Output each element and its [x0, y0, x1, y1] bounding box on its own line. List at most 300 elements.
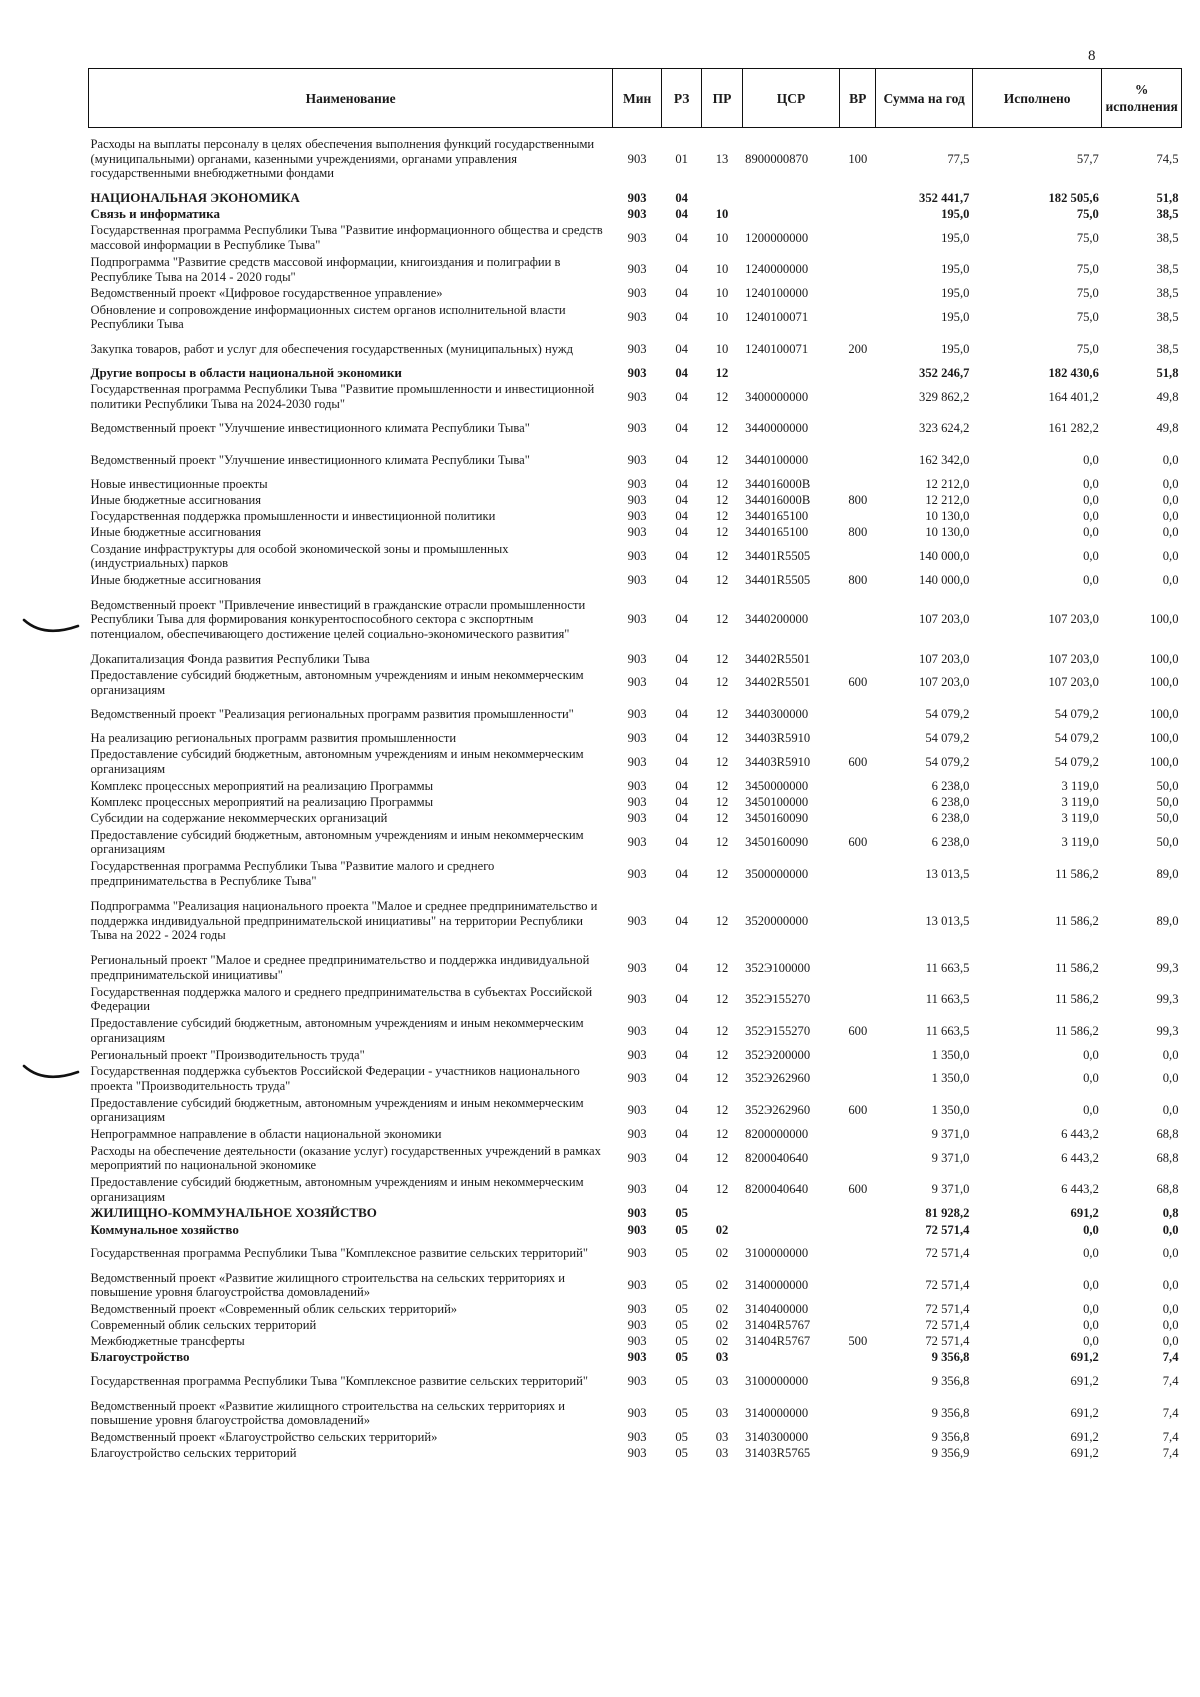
cell-done: 164 401,2 — [1048, 389, 1099, 404]
cell-pr: 12 — [715, 730, 729, 745]
cell-pct: 7,4 — [1162, 1350, 1179, 1365]
cell-min: 903 — [627, 1429, 647, 1444]
cell-vr — [840, 699, 876, 731]
cell-csr: 3140400000 — [745, 1301, 809, 1316]
table-row — [89, 730, 1182, 746]
cell-min: 903 — [627, 730, 647, 745]
cell-pr: 12 — [715, 492, 729, 507]
cell-done: 75,0 — [1076, 230, 1099, 245]
cell-pct: 0,0 — [1162, 572, 1179, 587]
cell-pr: 12 — [715, 1182, 729, 1197]
table-row — [89, 1063, 1182, 1095]
cell-pr: 02 — [715, 1246, 729, 1261]
cell-min: 903 — [627, 834, 647, 849]
cell-pr: 12 — [715, 549, 729, 564]
cell-vr: 600 — [848, 1023, 868, 1038]
cell-csr: 8200040640 — [745, 1182, 809, 1197]
cell-sum: 6 238,0 — [931, 811, 970, 826]
cell-min: 903 — [627, 1405, 647, 1420]
cell-done: 54 079,2 — [1054, 754, 1099, 769]
table-row — [89, 206, 1182, 222]
table-row — [89, 1126, 1182, 1142]
cell-vr: 600 — [848, 1103, 868, 1118]
cell-rz: 04 — [675, 1150, 688, 1165]
cell-rz: 04 — [675, 1182, 688, 1197]
table-row — [89, 254, 1182, 286]
header-sum: Сумма на год — [876, 69, 973, 128]
cell-pr: 12 — [715, 421, 729, 436]
table-row — [89, 1333, 1182, 1349]
cell-sum: 11 663,5 — [925, 992, 970, 1007]
cell-csr: 31404R5767 — [745, 1334, 811, 1349]
cell-pct: 89,0 — [1156, 866, 1179, 881]
cell-sum: 9 356,8 — [931, 1350, 970, 1365]
cell-min: 903 — [627, 1047, 647, 1062]
cell-done: 0,0 — [1083, 549, 1099, 564]
cell-csr: 3450160090 — [745, 834, 809, 849]
cell-vr — [840, 1222, 876, 1238]
cell-vr — [840, 222, 876, 254]
header-pct: % исполнения — [1102, 69, 1182, 128]
table-row — [89, 1095, 1182, 1127]
cell-done: 0,0 — [1083, 1334, 1099, 1349]
header-rz: РЗ — [662, 69, 702, 128]
cell-rz: 05 — [675, 1222, 688, 1237]
cell-pr: 12 — [715, 1023, 729, 1038]
cell-sum: 352 441,7 — [919, 190, 970, 205]
cell-rz: 05 — [675, 1405, 688, 1420]
cell-name: Государственная программа Республики Тыва "Развитие информационного общества и средств массовой информации в Республике Тыва" — [90, 223, 603, 253]
cell-pct: 7,4 — [1162, 1446, 1179, 1461]
cell-rz: 05 — [675, 1446, 688, 1461]
cell-vr — [840, 794, 876, 810]
cell-pr: 12 — [715, 992, 729, 1007]
cell-pr: 02 — [715, 1334, 729, 1349]
cell-pr: 12 — [715, 525, 729, 540]
cell-min: 903 — [627, 476, 647, 491]
cell-done: 691,2 — [1070, 1429, 1099, 1444]
cell-vr — [840, 810, 876, 826]
table-row — [89, 492, 1182, 508]
cell-csr: 8200000000 — [745, 1126, 809, 1141]
cell-pct: 0,0 — [1162, 1246, 1179, 1261]
cell-name: Ведомственный проект "Реализация региональных программ развития промышленности" — [90, 707, 574, 721]
cell-min: 903 — [627, 1278, 647, 1293]
cell-vr — [840, 1063, 876, 1095]
cell-pct: 0,0 — [1162, 1103, 1179, 1118]
cell-vr — [840, 285, 876, 301]
cell-rz: 04 — [675, 206, 688, 221]
cell-pr: 12 — [715, 866, 729, 881]
cell-rz: 05 — [675, 1429, 688, 1444]
cell-pct: 0,0 — [1162, 1318, 1179, 1333]
table-row — [89, 667, 1182, 699]
cell-csr — [742, 1350, 840, 1366]
cell-min: 903 — [627, 1301, 647, 1316]
table-row — [89, 381, 1182, 413]
table-row — [89, 1350, 1182, 1366]
cell-csr: 3440000000 — [745, 421, 809, 436]
cell-name: Закупка товаров, работ и услуг для обеспечения государственных (муниципальных) нужд — [90, 341, 573, 356]
cell-sum: 9 371,0 — [931, 1150, 970, 1165]
cell-min: 903 — [627, 992, 647, 1007]
cell-vr — [840, 730, 876, 746]
cell-pr: 10 — [715, 310, 729, 325]
cell-min: 903 — [627, 811, 647, 826]
cell-pct: 100,0 — [1150, 707, 1179, 721]
page-number: 8 — [1088, 48, 1096, 64]
cell-name: Комплекс процессных мероприятий на реализацию Программы — [90, 778, 434, 793]
cell-done: 75,0 — [1076, 206, 1099, 221]
cell-done: 691,2 — [1070, 1374, 1099, 1389]
cell-done: 3 119,0 — [1061, 794, 1099, 809]
cell-name: Подпрограмма "Развитие средств массовой информации, книгоиздания и полиграфии в Республике Тыва на 2014 - 2020 годы" — [90, 255, 561, 284]
cell-pct: 68,8 — [1156, 1182, 1179, 1197]
cell-pct: 100,0 — [1150, 675, 1179, 690]
cell-csr: 3450000000 — [745, 778, 809, 793]
cell-rz: 04 — [675, 866, 688, 881]
cell-done: 3 119,0 — [1061, 778, 1099, 793]
cell-vr — [840, 1301, 876, 1317]
table-row — [89, 413, 1182, 445]
cell-pct: 0,8 — [1162, 1206, 1179, 1221]
cell-vr — [840, 1126, 876, 1142]
cell-sum: 72 571,4 — [925, 1301, 970, 1316]
cell-done: 0,0 — [1083, 452, 1099, 467]
cell-name: Региональный проект "Производительность труда" — [90, 1047, 365, 1062]
cell-name: Предоставление субсидий бюджетным, автономным учреждениям и иным некоммерческим организациям — [90, 747, 584, 777]
cell-csr: 3100000000 — [745, 1246, 809, 1261]
cell-sum: 195,0 — [941, 286, 970, 301]
cell-min: 903 — [627, 1071, 647, 1086]
cell-vr — [840, 413, 876, 445]
cell-csr — [742, 1206, 840, 1222]
cell-pct: 89,0 — [1156, 913, 1179, 928]
cell-min: 903 — [627, 794, 647, 809]
cell-min: 903 — [627, 262, 647, 277]
cell-name: Современный облик сельских территорий — [90, 1318, 317, 1333]
handwritten-tick-mark — [22, 1058, 82, 1088]
cell-csr: 1200000000 — [745, 230, 809, 245]
cell-csr — [742, 206, 840, 222]
table-row — [89, 1429, 1182, 1445]
cell-name: Ведомственный проект «Современный облик сельских территорий» — [90, 1301, 458, 1316]
cell-sum: 12 212,0 — [925, 476, 970, 491]
cell-rz: 04 — [675, 286, 688, 301]
cell-sum: 195,0 — [941, 206, 970, 221]
cell-sum: 195,0 — [941, 310, 970, 325]
cell-csr: 352Э200000 — [745, 1047, 811, 1062]
cell-sum: 6 238,0 — [931, 778, 970, 793]
cell-pct: 7,4 — [1162, 1429, 1179, 1444]
cell-csr: 344016000В — [745, 476, 811, 491]
table-row — [89, 444, 1182, 476]
cell-min: 903 — [627, 612, 647, 627]
cell-pr: 12 — [715, 1150, 729, 1165]
cell-done: 75,0 — [1076, 262, 1099, 277]
cell-min: 903 — [627, 572, 647, 587]
table-row — [89, 1270, 1182, 1302]
cell-pct: 50,0 — [1156, 778, 1179, 793]
cell-name: Предоставление субсидий бюджетным, автономным учреждениям и иным некоммерческим организациям — [90, 1016, 584, 1045]
cell-name: Докапитализация Фонда развития Республики Тыва — [90, 651, 370, 666]
cell-pct: 99,3 — [1156, 1023, 1179, 1038]
cell-sum: 107 203,0 — [919, 675, 970, 690]
cell-vr — [840, 1206, 876, 1222]
cell-min: 903 — [627, 1150, 647, 1165]
cell-pr: 12 — [715, 707, 729, 721]
cell-min: 903 — [627, 754, 647, 769]
cell-pct: 49,8 — [1156, 421, 1179, 436]
table-row — [89, 984, 1182, 1016]
cell-pct: 100,0 — [1150, 612, 1179, 627]
cell-name: Предоставление субсидий бюджетным, автономным учреждениям и иным некоммерческим организациям — [90, 668, 584, 697]
cell-csr — [742, 1222, 840, 1238]
table-row — [89, 190, 1182, 206]
cell-min: 903 — [627, 1334, 647, 1349]
cell-csr: 34401R5505 — [745, 572, 811, 587]
cell-vr — [840, 508, 876, 524]
cell-sum: 13 013,5 — [925, 866, 970, 881]
cell-vr: 600 — [848, 834, 868, 849]
cell-pr: 10 — [715, 286, 729, 301]
cell-sum: 107 203,0 — [919, 612, 970, 627]
cell-name: Иные бюджетные ассигнования — [90, 572, 262, 587]
cell-min: 903 — [627, 1126, 647, 1141]
cell-rz: 04 — [675, 730, 688, 745]
cell-rz: 04 — [675, 525, 688, 540]
cell-vr: 600 — [848, 1182, 868, 1197]
table-row — [89, 1397, 1182, 1429]
cell-min: 903 — [627, 286, 647, 301]
cell-pct: 0,0 — [1162, 525, 1179, 540]
cell-done: 107 203,0 — [1048, 612, 1099, 627]
cell-csr: 352Э155270 — [745, 1023, 811, 1038]
cell-pct: 0,0 — [1162, 1278, 1179, 1293]
cell-csr: 352Э262960 — [745, 1103, 811, 1118]
table-row — [89, 1206, 1182, 1222]
cell-pr: 03 — [715, 1374, 729, 1389]
cell-vr: 600 — [848, 675, 868, 690]
cell-rz: 04 — [675, 1023, 688, 1038]
cell-min: 903 — [627, 549, 647, 564]
cell-rz: 04 — [675, 452, 688, 467]
cell-name: ЖИЛИЩНО-КОММУНАЛЬНОЕ ХОЗЯЙСТВО — [90, 1205, 377, 1221]
cell-vr — [840, 778, 876, 794]
cell-name: Государственная поддержка малого и среднего предпринимательства в субъектах Российской Федерации — [90, 984, 593, 1014]
cell-min: 903 — [627, 341, 647, 356]
cell-sum: 107 203,0 — [919, 651, 970, 666]
cell-name: Государственная поддержка субъектов Российской Федерации - участников национального проекта "Производительность труда" — [90, 1064, 580, 1093]
cell-min: 903 — [627, 1222, 647, 1237]
cell-pct: 38,5 — [1156, 310, 1179, 325]
cell-rz: 04 — [675, 549, 688, 564]
cell-vr — [840, 381, 876, 413]
cell-done: 107 203,0 — [1048, 651, 1099, 666]
cell-rz: 04 — [675, 778, 688, 793]
cell-done: 0,0 — [1083, 1301, 1099, 1316]
cell-vr: 600 — [848, 754, 868, 769]
cell-vr — [840, 651, 876, 667]
cell-csr: 352Э262960 — [745, 1071, 811, 1086]
cell-name: Расходы на обеспечение деятельности (оказание услуг) государственных учреждений в рамках мероприятий по национальной экономике — [90, 1143, 601, 1173]
cell-rz: 05 — [675, 1318, 688, 1333]
cell-sum: 81 928,2 — [925, 1206, 970, 1221]
cell-done: 0,0 — [1083, 1278, 1099, 1293]
cell-pr: 02 — [715, 1278, 729, 1293]
cell-rz: 05 — [675, 1278, 688, 1293]
cell-pct: 50,0 — [1156, 834, 1179, 849]
table-row — [89, 476, 1182, 492]
cell-pr: 10 — [715, 206, 729, 221]
cell-min: 903 — [627, 675, 647, 690]
cell-done: 75,0 — [1076, 286, 1099, 301]
cell-min: 903 — [627, 1350, 647, 1365]
cell-sum: 9 356,8 — [931, 1405, 970, 1420]
cell-min: 903 — [627, 1374, 647, 1389]
cell-csr — [742, 365, 840, 381]
cell-done: 75,0 — [1076, 341, 1099, 356]
cell-pr: 12 — [715, 452, 729, 467]
cell-csr: 3400000000 — [745, 389, 809, 404]
cell-sum: 54 079,2 — [925, 730, 970, 745]
cell-name: Предоставление субсидий бюджетным, автономным учреждениям и иным некоммерческим организациям — [90, 1095, 584, 1125]
cell-rz: 04 — [675, 190, 688, 205]
cell-pr: 12 — [715, 508, 729, 523]
cell-csr: 3440165100 — [745, 525, 809, 540]
cell-vr — [840, 1317, 876, 1333]
cell-name: Иные бюджетные ассигнования — [90, 492, 262, 507]
cell-pr — [702, 190, 742, 206]
table-row — [89, 1445, 1182, 1461]
table-row — [89, 1317, 1182, 1333]
cell-sum: 140 000,0 — [919, 549, 970, 564]
cell-csr: 3450160090 — [745, 811, 809, 826]
cell-pct: 49,8 — [1156, 389, 1179, 404]
header-min: Мин — [613, 69, 662, 128]
cell-name: Коммунальное хозяйство — [90, 1221, 239, 1237]
table-row — [89, 365, 1182, 381]
cell-rz: 04 — [675, 675, 688, 690]
cell-rz: 01 — [675, 151, 688, 166]
cell-vr — [840, 588, 876, 650]
cell-min: 903 — [627, 310, 647, 325]
cell-name: Государственная программа Республики Тыва "Развитие промышленности и инвестиционной политики Республики Тыва на 2024-2030 годы" — [90, 382, 595, 411]
cell-name: На реализацию региональных программ развития промышленности — [90, 730, 457, 745]
cell-name: Создание инфраструктуры для особой экономической зоны и промышленных (индустриальных) парков — [90, 541, 509, 571]
cell-sum: 323 624,2 — [919, 421, 970, 436]
table-row — [89, 1015, 1182, 1047]
cell-pr: 03 — [715, 1446, 729, 1461]
cell-pr: 12 — [715, 675, 729, 690]
cell-pr: 12 — [715, 365, 729, 380]
cell-name: Связь и информатика — [90, 205, 220, 221]
cell-name: Ведомственный проект "Улучшение инвестиционного климата Республики Тыва" — [90, 452, 530, 467]
table-row — [89, 508, 1182, 524]
cell-pct: 0,0 — [1162, 1334, 1179, 1349]
cell-sum: 72 571,4 — [925, 1246, 970, 1261]
cell-pr: 02 — [715, 1301, 729, 1316]
cell-name: Ведомственный проект «Развитие жилищного строительства на сельских территориях и повышение уровня благоустройства домовладений» — [90, 1398, 565, 1428]
cell-vr — [840, 1238, 876, 1270]
cell-rz: 04 — [675, 310, 688, 325]
cell-name: Субсидии на содержание некоммерческих организаций — [90, 811, 388, 826]
cell-pct: 0,0 — [1162, 452, 1179, 467]
cell-pr: 03 — [715, 1350, 729, 1365]
cell-sum: 6 238,0 — [931, 834, 970, 849]
cell-csr: 31404R5767 — [745, 1318, 811, 1333]
cell-rz: 04 — [675, 365, 688, 380]
cell-pr: 12 — [715, 913, 729, 928]
cell-min: 903 — [627, 1446, 647, 1461]
cell-rz: 04 — [675, 794, 688, 809]
cell-name: Непрограммное направление в области национальной экономики — [90, 1126, 442, 1141]
cell-rz: 04 — [675, 913, 688, 928]
cell-min: 903 — [627, 1182, 647, 1197]
cell-min: 903 — [627, 365, 647, 380]
cell-pr: 12 — [715, 572, 729, 587]
cell-pr: 12 — [715, 794, 729, 809]
cell-done: 691,2 — [1070, 1350, 1099, 1365]
cell-name: Обновление и сопровождение информационных систем органов исполнительной власти Республики Тыва — [90, 302, 566, 332]
table-row — [89, 810, 1182, 826]
cell-min: 903 — [627, 1206, 647, 1221]
header-pr: ПР — [702, 69, 742, 128]
cell-min: 903 — [627, 206, 647, 221]
cell-sum: 10 130,0 — [925, 525, 970, 540]
cell-name: Государственная программа Республики Тыва "Комплексное развитие сельских территорий" — [90, 1374, 589, 1389]
cell-csr: 3500000000 — [745, 866, 809, 881]
cell-csr: 34402R5501 — [745, 651, 811, 666]
table-row — [89, 222, 1182, 254]
table-row — [89, 826, 1182, 858]
cell-pr: 12 — [715, 960, 729, 975]
cell-done: 0,0 — [1083, 1222, 1099, 1237]
cell-sum: 6 238,0 — [931, 794, 970, 809]
cell-name: Предоставление субсидий бюджетным, автономным учреждениям и иным некоммерческим организациям — [90, 1175, 584, 1204]
cell-done: 0,0 — [1083, 508, 1099, 523]
table-row — [89, 890, 1182, 952]
table-row — [89, 1142, 1182, 1174]
cell-vr — [840, 206, 876, 222]
cell-name: Другие вопросы в области национальной экономики — [90, 364, 402, 380]
cell-sum: 1 350,0 — [931, 1071, 970, 1086]
cell-vr — [840, 254, 876, 286]
cell-vr — [840, 890, 876, 952]
cell-done: 6 443,2 — [1061, 1150, 1099, 1165]
cell-rz: 04 — [675, 1126, 688, 1141]
table-row — [89, 1366, 1182, 1398]
cell-vr — [840, 444, 876, 476]
cell-vr — [840, 365, 876, 381]
cell-pct: 0,0 — [1162, 1047, 1179, 1062]
cell-pct: 51,8 — [1156, 365, 1179, 380]
cell-csr: 1240100071 — [745, 341, 809, 356]
cell-vr — [840, 1350, 876, 1366]
table-row — [89, 858, 1182, 890]
table-row — [89, 128, 1182, 190]
cell-min: 903 — [627, 1023, 647, 1038]
cell-rz: 04 — [675, 707, 688, 721]
cell-done: 54 079,2 — [1054, 707, 1099, 721]
header-vr: ВР — [840, 69, 876, 128]
cell-vr — [840, 302, 876, 334]
cell-sum: 54 079,2 — [925, 707, 970, 721]
table-row — [89, 541, 1182, 573]
cell-rz: 04 — [675, 811, 688, 826]
cell-csr: 1240100071 — [745, 310, 809, 325]
cell-vr — [840, 1366, 876, 1398]
